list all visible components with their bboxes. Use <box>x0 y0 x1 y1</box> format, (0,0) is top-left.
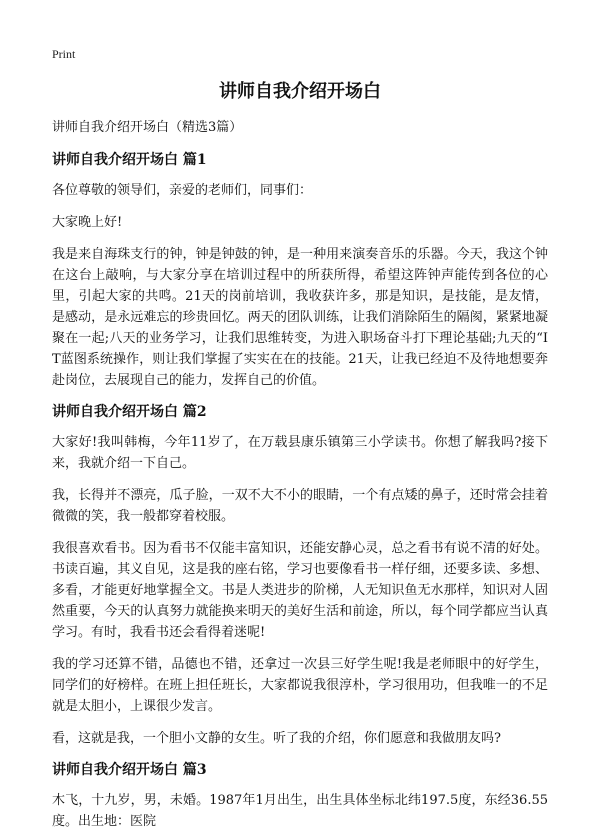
section-1 <box>52 150 548 391</box>
paragraph: 我很喜欢看书。因为看书不仅能丰富知识，还能安静心灵，总之看书有说不清的好处。书读百遍，其义自见，这是我的座右铭，学习也要像看书一样仔细，还要多读、多想、多看，才能更好地掌握全文。书是人类进步的阶梯，人无知识鱼无水那样，知识对人固然重要，今天的认真努力就能换来明天的美好生活和前途，所以，每个同学都应当认真学习。有时，我看书还会看得着迷呢! <box>52 541 548 640</box>
section-2 <box>52 402 548 749</box>
paragraph: 大家晚上好! <box>52 215 123 230</box>
paragraph: 我，长得并不漂亮，瓜子脸，一双不大不小的眼睛，一个有点矮的鼻子，还时常会挂着微微的笑，我一般都穿着校服。 <box>52 488 548 524</box>
document-body <box>52 118 548 832</box>
section-heading: 讲师自我介绍开场白 篇1 <box>52 152 207 168</box>
section-heading: 讲师自我介绍开场白 篇3 <box>52 762 207 778</box>
page-title: 讲师自我介绍开场白 <box>219 81 381 102</box>
paragraph: 我的学习还算不错，品德也不错，还拿过一次县三好学生呢!我是老师眼中的好学生，同学们的好榜样。在班上担任班长，大家都说我很淳朴，学习很用功，但我唯一的不足就是太胆小，上课很少发言。 <box>52 657 548 714</box>
paragraph: 大家好!我叫韩梅，今年11岁了，在万载县康乐镇第三小学读书。你想了解我吗?接下来，我就介绍一下自己。 <box>52 435 548 471</box>
paragraph: 我是来自海珠支行的钟，钟是钟鼓的钟，是一种用来演奏音乐的乐器。今天，我这个钟在这台上敲响，与大家分享在培训过程中的所获所得，希望这阵钟声能传到各位的心里，引起大家的共鸣。21天的岗前培训，我收获许多，那是知识，是技能，是友情，是感动，是永远难忘的珍贵回忆。两天的团队训练，让我们消除陌生的隔阂，紧紧地凝聚在一起;八天的业务学习，让我们思维转变，为进入职场奋斗打下理论基础;九天的“IT蓝图系统操作，则让我们掌握了实实在在的技能。21天，让我已经迫不及待地想要奔赴岗位，去展现自己的能力，发挥自己的价值。 <box>52 247 548 388</box>
paragraph: 看，这就是我，一个胆小文静的女生。听了我的介绍，你们愿意和我做朋友吗? <box>52 731 501 746</box>
section-heading: 讲师自我介绍开场白 篇2 <box>52 404 207 420</box>
paragraph: 木飞，十九岁，男，未婚。1987年1月出生，出生具体坐标北纬197.5度，东经36.55度。出生地：医院 <box>52 793 548 829</box>
document-subtitle: 讲师自我介绍开场白（精选3篇） <box>52 120 243 135</box>
paragraph: 各位尊敬的领导们，亲爱的老师们，同事们： <box>52 183 313 198</box>
print-link[interactable]: Print <box>52 47 76 61</box>
section-3 <box>52 760 548 832</box>
